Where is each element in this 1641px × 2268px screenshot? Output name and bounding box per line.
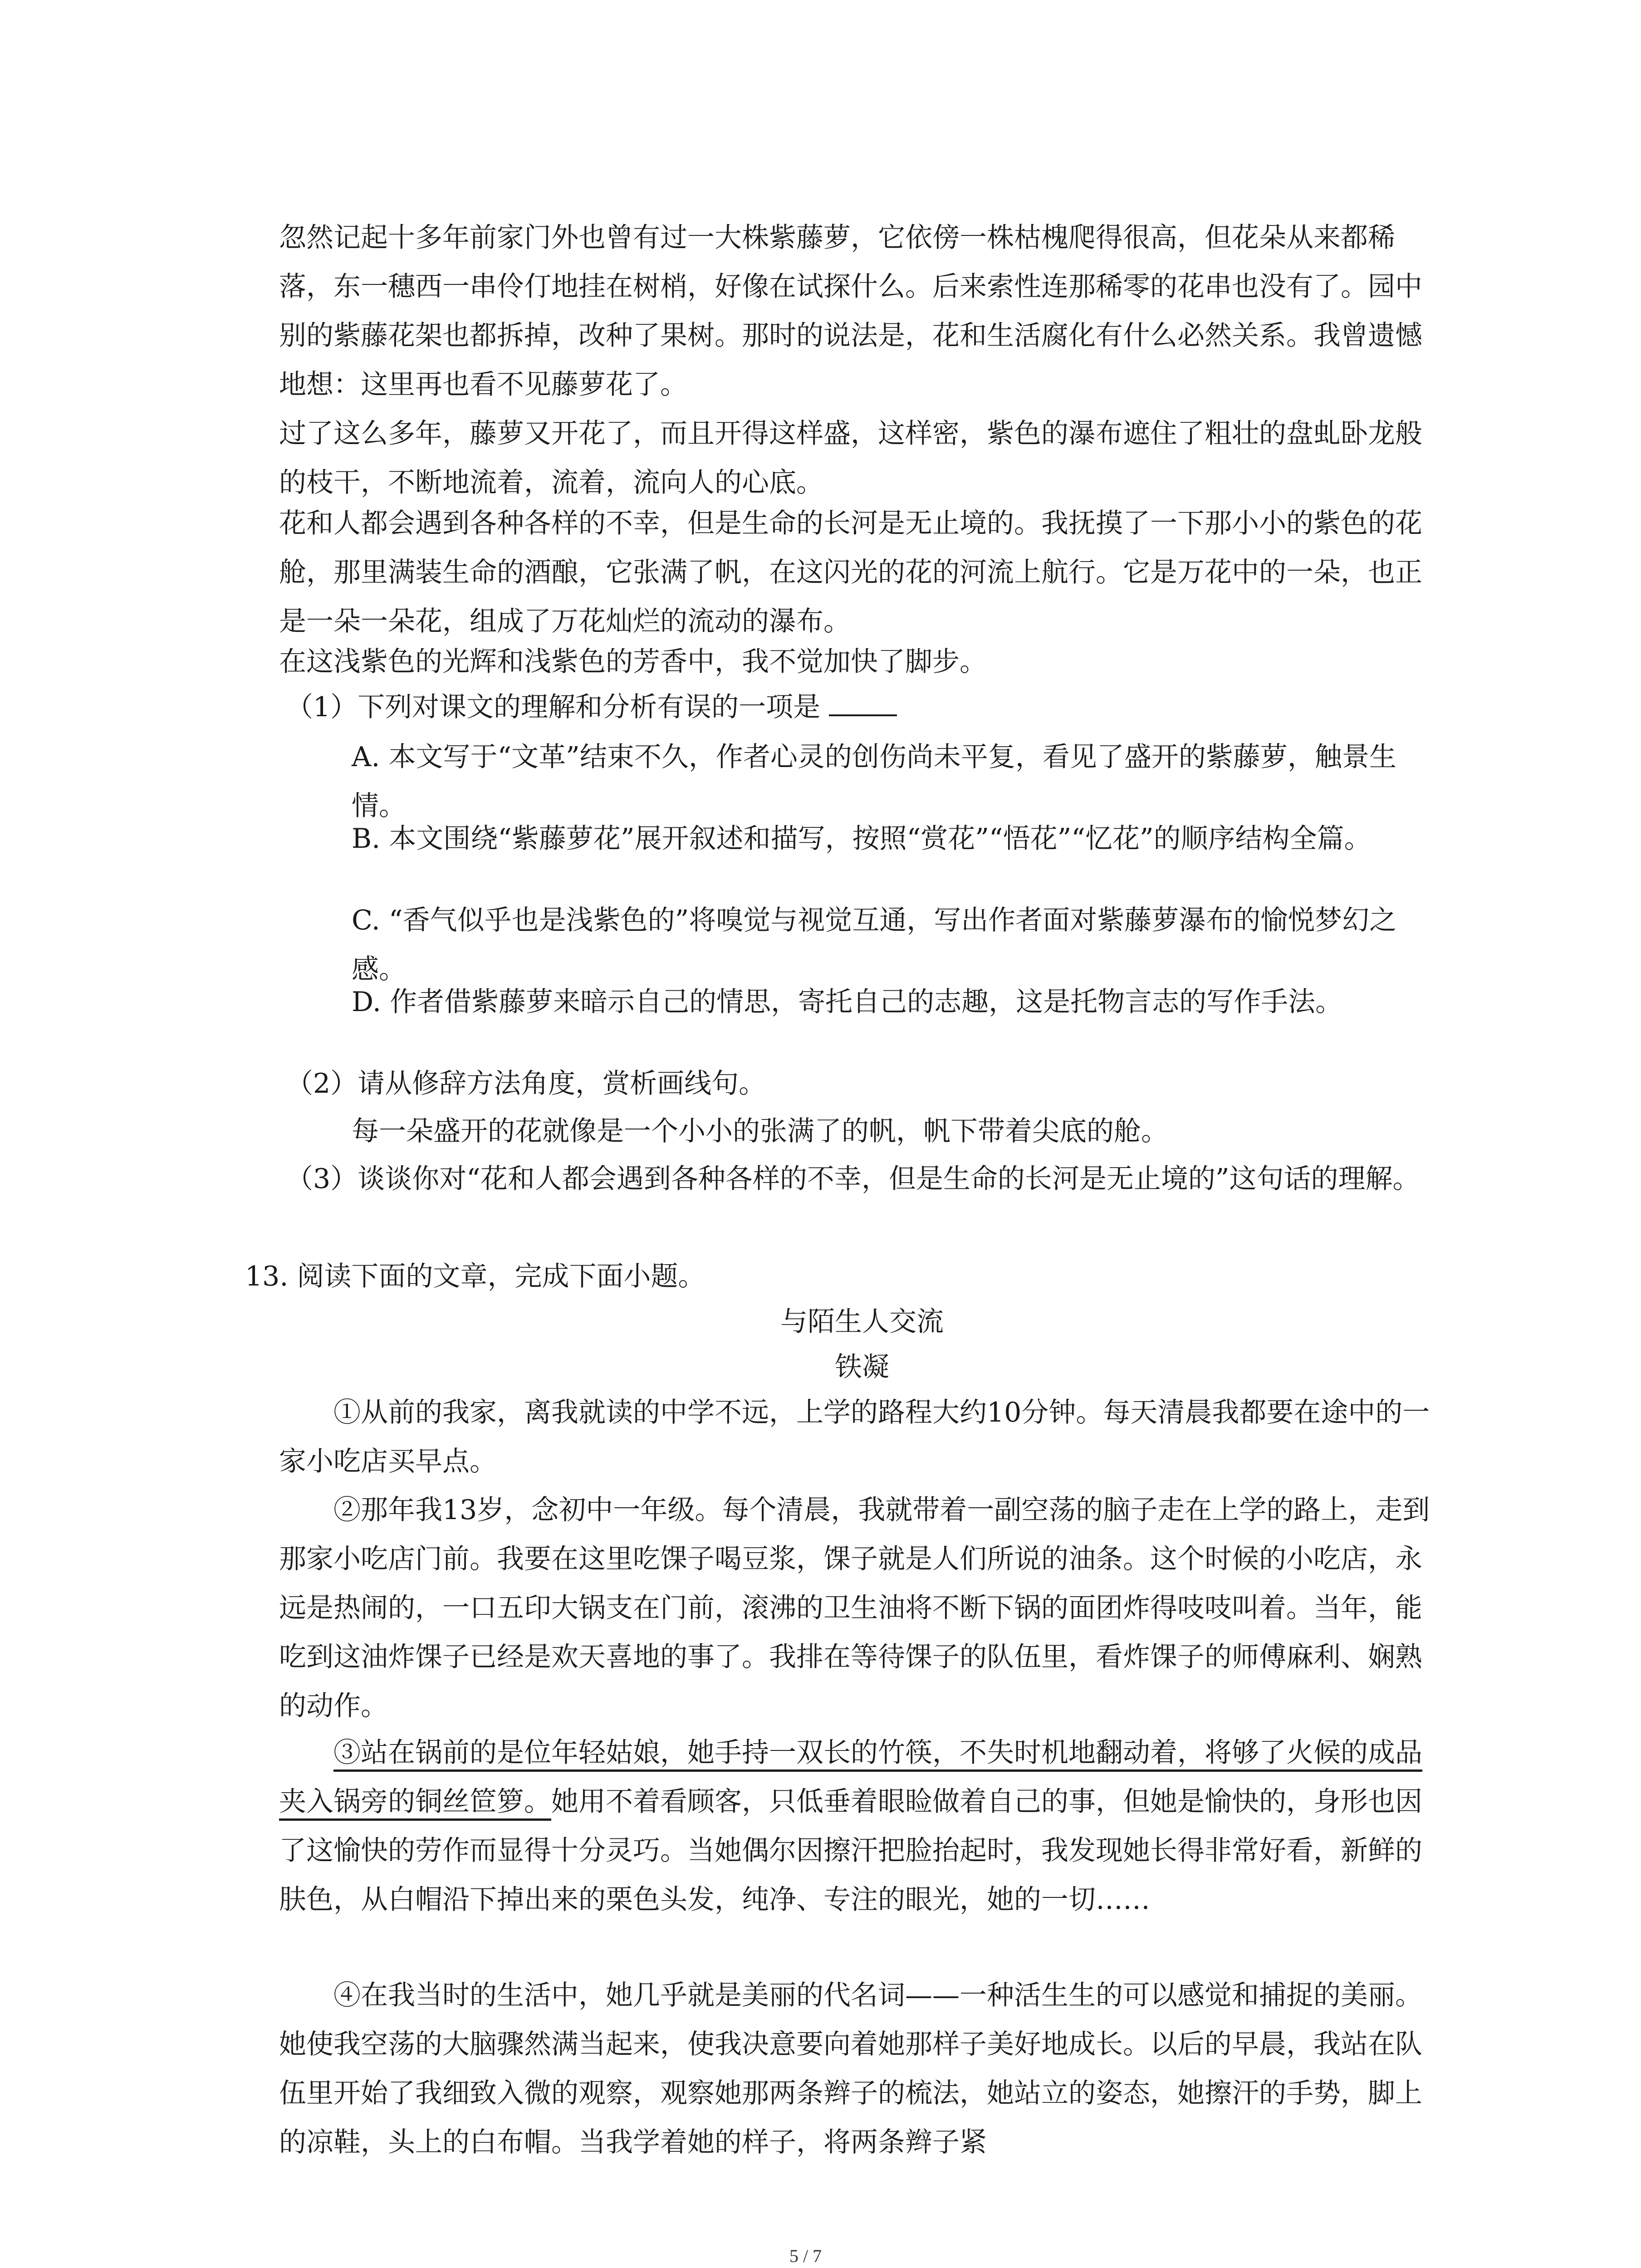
article-author: 铁凝 — [835, 1351, 889, 1383]
passage-paragraph-1: 忽然记起十多年前家门外也曾有过一大株紫藤萝，它依傍一株枯槐爬得很高，但花朵从来都稀落，东一穗西一串伶仃地挂在树梢，好像在试探什么。后来索性连那稀零的花串也没有了。园中别的紫藤花架也都拆掉，改种了果树。那时的说法是，花和生活腐化有什么必然关系。我曾遗憾地想：这里再也看不见藤萝花了。 — [279, 222, 1422, 401]
article-paragraph-4: ④在我当时的生活中，她几乎就是美丽的代名词——一种活生生的可以感觉和捕捉的美丽。她使我空荡的大脑骤然满当起来，使我决意要向着她那样子美好地成长。以后的早晨，我站在队伍里开始了我细致入微的观察，观察她那两条辫子的梳法，她站立的姿态，她擦汗的手势，脚上的凉鞋，头上的白布帽。当我学着她的样子，将两条辫子紧 — [279, 1980, 1422, 2158]
underlined-sentence: ③站在锅前的是位年轻姑娘，她手持一双长的竹筷，不失时机地翻动着，将够了火候的成品夹入锅旁的铜丝笸箩。 — [279, 1737, 1422, 1821]
page-number: 5 / 7 — [789, 2246, 822, 2266]
question-1-option-a: A. 本文写于“文革”结束不久，作者心灵的创伤尚未平复，看见了盛开的紫藤萝，触景生情。 — [352, 741, 1396, 822]
passage-paragraph-2: 过了这么多年，藤萝又开花了，而且开得这样盛，这样密，紫色的瀑布遮住了粗壮的盘虬卧龙般的枝干，不断地流着，流着，流向人的心底。 — [279, 418, 1422, 499]
article-paragraph-3-rest: 她用不着看顾客，只低垂着眼睑做着自己的事，但她是愉快的，身形也因了这愉快的劳作而显得十分灵巧。当她偶尔因擦汗把脸抬起时，我发现她长得非常好看，新鲜的肤色，从白帽沿下掉出来的栗色头发，纯净、专注的眼光，她的一切…… — [279, 1786, 1422, 1916]
question-1-option-b: B. 本文围绕“紫藤萝花”展开叙述和描写，按照“赏花”“悟花”“忆花”的顺序结构全篇。 — [352, 823, 1372, 855]
question-1-stem — [286, 683, 897, 732]
article-paragraph-3 — [279, 1728, 1445, 1924]
article-title: 与陌生人交流 — [780, 1306, 944, 1338]
question-13-heading: 13. 阅读下面的文章，完成下面小题。 — [245, 1261, 705, 1292]
question-2-stem: （2）请从修辞方法角度，赏析画线句。 — [286, 1068, 766, 1100]
passage-paragraph-3: 花和人都会遇到各种各样的不幸，但是生命的长河是无止境的。我抚摸了一下那小小的紫色的花舱，那里满装生命的酒酿，它张满了帆，在这闪光的花的河流上航行。它是万花中的一朵，也正是一朵一朵花，组成了万花灿烂的流动的瀑布。 — [279, 508, 1422, 637]
passage-paragraph-4: 在这浅紫色的光辉和浅紫色的芳香中，我不觉加快了脚步。 — [279, 646, 987, 678]
answer-blank[interactable] — [829, 688, 897, 716]
question-1-option-c: C. “香气似乎也是浅紫色的”将嗅觉与视觉互通，写出作者面对紫藤萝瀑布的愉悦梦幻之感。 — [352, 904, 1397, 985]
question-1-stem-text: （1）下列对课文的理解和分析有误的一项是 — [286, 691, 821, 723]
article-paragraph-1: ①从前的我家，离我就读的中学不远，上学的路程大约10分钟。每天清晨我都要在途中的一家小吃店买早点。 — [279, 1397, 1430, 1477]
question-1-option-d: D. 作者借紫藤萝来暗示自己的情思，寄托自己的志趣，这是托物言志的写作手法。 — [352, 986, 1343, 1018]
article-paragraph-2: ②那年我13岁，念初中一年级。每个清晨，我就带着一副空荡的脑子走在上学的路上，走到那家小吃店门前。我要在这里吃馃子喝豆浆，馃子就是人们所说的油条。这个时候的小吃店，永远是热闹的，一口五印大锅支在门前，滚沸的卫生油将不断下锅的面团炸得吱吱叫着。当年，能吃到这油炸馃子已经是欢天喜地的事了。我排在等待馃子的队伍里，看炸馃子的师傅麻利、娴熟的动作。 — [279, 1494, 1430, 1722]
question-3: （3）谈谈你对“花和人都会遇到各种各样的不幸，但是生命的长河是无止境的”这句话的理解。 — [286, 1163, 1420, 1195]
question-2-quote: 每一朵盛开的花就像是一个小小的张满了的帆，帆下带着尖底的舱。 — [352, 1115, 1168, 1147]
